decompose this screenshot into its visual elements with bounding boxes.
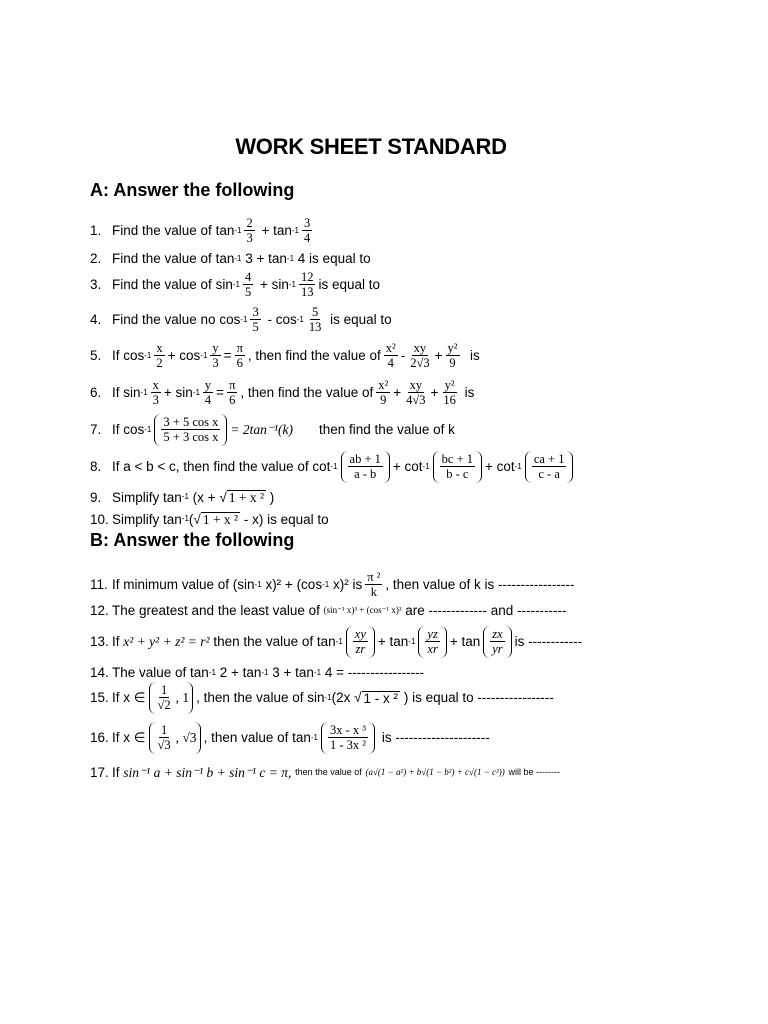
fraction: $\frac{1}{√2}$ <box>157 683 171 713</box>
question-2: 2. Find the value of tan -1 3 + tan -1 4 is equal to <box>90 251 371 266</box>
parenthesis: $\frac{1}{√3}$ , √3 <box>149 722 201 754</box>
fraction: $\frac{xy}{4√3}$ <box>406 378 426 408</box>
fraction: $\frac{4}{5}$ <box>244 270 252 300</box>
parenthesis: $\frac{xy}{zr}$ <box>346 626 375 658</box>
fraction: $\frac{y}{4}$ <box>204 378 212 408</box>
fraction: $\frac{\pi}{6}$ <box>236 341 243 371</box>
question-4: 4. Find the value no cos -1 $\frac{3}{5}$ - cos -1 $\frac{5}{13}$ is equal to <box>90 305 392 335</box>
question-13: 13. If x² + y² + z² = r² then the value of tan -1 $\frac{xy}{zr}$ + tan -1 $\frac{yz}{xr}$ + tan $\frac{zx}{yr}$ is ------------ <box>90 627 583 657</box>
question-12: 12. The greatest and the least value of (sin⁻¹ x)³ + (cos⁻¹ x)³ are ------------- and ----------- <box>90 603 567 618</box>
fraction: $\frac{5}{13}$ <box>308 305 322 335</box>
question-10: 10. Simplify tan -1 (√ 1 + x ² - x) is equal to <box>90 511 329 527</box>
fraction: $\frac{\text{y²}}{16}$ <box>443 378 456 408</box>
question-15: 15. If x ∈ $\frac{1}{√2}$ , 1 , then the value of sin -1 (2x √ 1 - x ² ) is equal to ----------------- <box>90 683 554 713</box>
question-6: 6. If sin -1 $\frac{x}{3}$ + sin -1 $\frac{y}{4}$ = $\frac{\pi}{6}$ , then find the value of $\frac{\text{x²}}{9}$ + $\frac{xy}{4√3}$ + $\frac{\text{y²}}{16}$ is <box>90 378 475 408</box>
fraction: $\frac{x}{2}$ <box>156 341 163 371</box>
parenthesis: $\frac{ca + 1}{c - a}$ <box>525 451 574 483</box>
fraction: $\frac{\text{x²}}{4}$ <box>385 341 396 371</box>
parenthesis: $\frac{bc + 1}{b - c}$ <box>433 451 482 483</box>
fraction: $\frac{1}{√3}$ <box>157 723 171 753</box>
fraction: $\frac{2}{3}$ <box>246 216 253 246</box>
question-17: 17. If sin⁻¹ a + sin⁻¹ b + sin⁻¹ c = π, then the value of (a√(1 − a²) + b√(1 − b²) + c√(1 − c²)) will be -------- <box>90 765 561 780</box>
fraction: $\frac{xy}{2√3}$ <box>410 341 430 371</box>
question-16: 16. If x ∈ $\frac{1}{√3}$ , √3 , then value of tan -1 $\frac{\text{3x - x ³}}{\text{1 - 3x ²}}$ is --------------------- <box>90 723 490 753</box>
parenthesis: $\frac{\text{3x - x ³}}{\text{1 - 3x ²}}$ <box>321 722 375 754</box>
question-8: 8. If a < b < c, then find the value of cot -1 $\frac{ab + 1}{a - b}$ + cot -1 $\frac{bc + 1}{b - c}$ + cot -1 $\frac{ca + 1}{c - a}$ <box>90 451 576 483</box>
fraction: $\frac{x}{3}$ <box>152 378 159 408</box>
page-title: WORK SHEET STANDARD <box>235 134 507 159</box>
question-9: 9. Simplify tan -1 (x + √ 1 + x ² ) <box>90 489 275 505</box>
question-7: 7. If cos -1 $\frac{\text{3 + 5 cos x}}{\text{5 + 3 cos x}}$ = 2tan⁻¹(k) then find the value of k <box>90 415 455 445</box>
parenthesis <box>154 414 227 446</box>
fraction: $\frac{3}{4}$ <box>304 216 311 246</box>
question-14: 14. The value of tan -1 2 + tan -1 3 + tan -1 4 = ----------------- <box>90 665 425 680</box>
fraction: $\frac{\text{x²}}{9}$ <box>378 378 389 408</box>
parenthesis: $\frac{yz}{xr}$ <box>418 626 446 658</box>
parenthesis: $\frac{1}{√2}$ , 1 <box>149 682 194 714</box>
section-b-heading: B: Answer the following <box>90 530 295 550</box>
parenthesis: $\frac{zx}{yr}$ <box>483 626 511 658</box>
fraction: $\frac{3}{5}$ <box>252 305 259 335</box>
fraction: $\frac{\text{3 + 5 cos x}}{\text{5 + 3 cos x}}$ <box>163 415 219 445</box>
question-3: 3. Find the value of sin -1 $\frac{4}{5}$ + sin -1 $\frac{12}{13}$ is equal to <box>90 270 381 300</box>
section-a-heading: A: Answer the following <box>90 180 295 200</box>
fraction: $\frac{y}{3}$ <box>212 341 219 371</box>
fraction: $\frac{12}{13}$ <box>300 270 314 300</box>
fraction: $\frac{\pi}{6}$ <box>229 378 236 408</box>
question-5: 5. If cos -1 $\frac{x}{2}$ + cos -1 $\frac{y}{3}$ = $\frac{\pi}{6}$ , then find the value of $\frac{\text{x²}}{4}$ - $\frac{xy}{2√3}$ + $\frac{\text{y²}}{9}$ is <box>90 341 480 371</box>
fraction: $\frac{\text{y²}}{9}$ <box>447 341 458 371</box>
fraction: $\frac{\text{π ²}}{k}$ <box>367 570 381 600</box>
parenthesis: $\frac{ab + 1}{a - b}$ <box>341 451 390 483</box>
question-11: 11. If minimum value of (sin -1 x)² + (cos -1 x)² is $\frac{\text{π ²}}{k}$ , then value of k is ----------------- <box>90 570 575 600</box>
faint-watermark <box>596 127 676 135</box>
question-1: 1. Find the value of tan -1 $\frac{2}{3}$ + tan -1 $\frac{3}{4}$ <box>90 216 311 246</box>
